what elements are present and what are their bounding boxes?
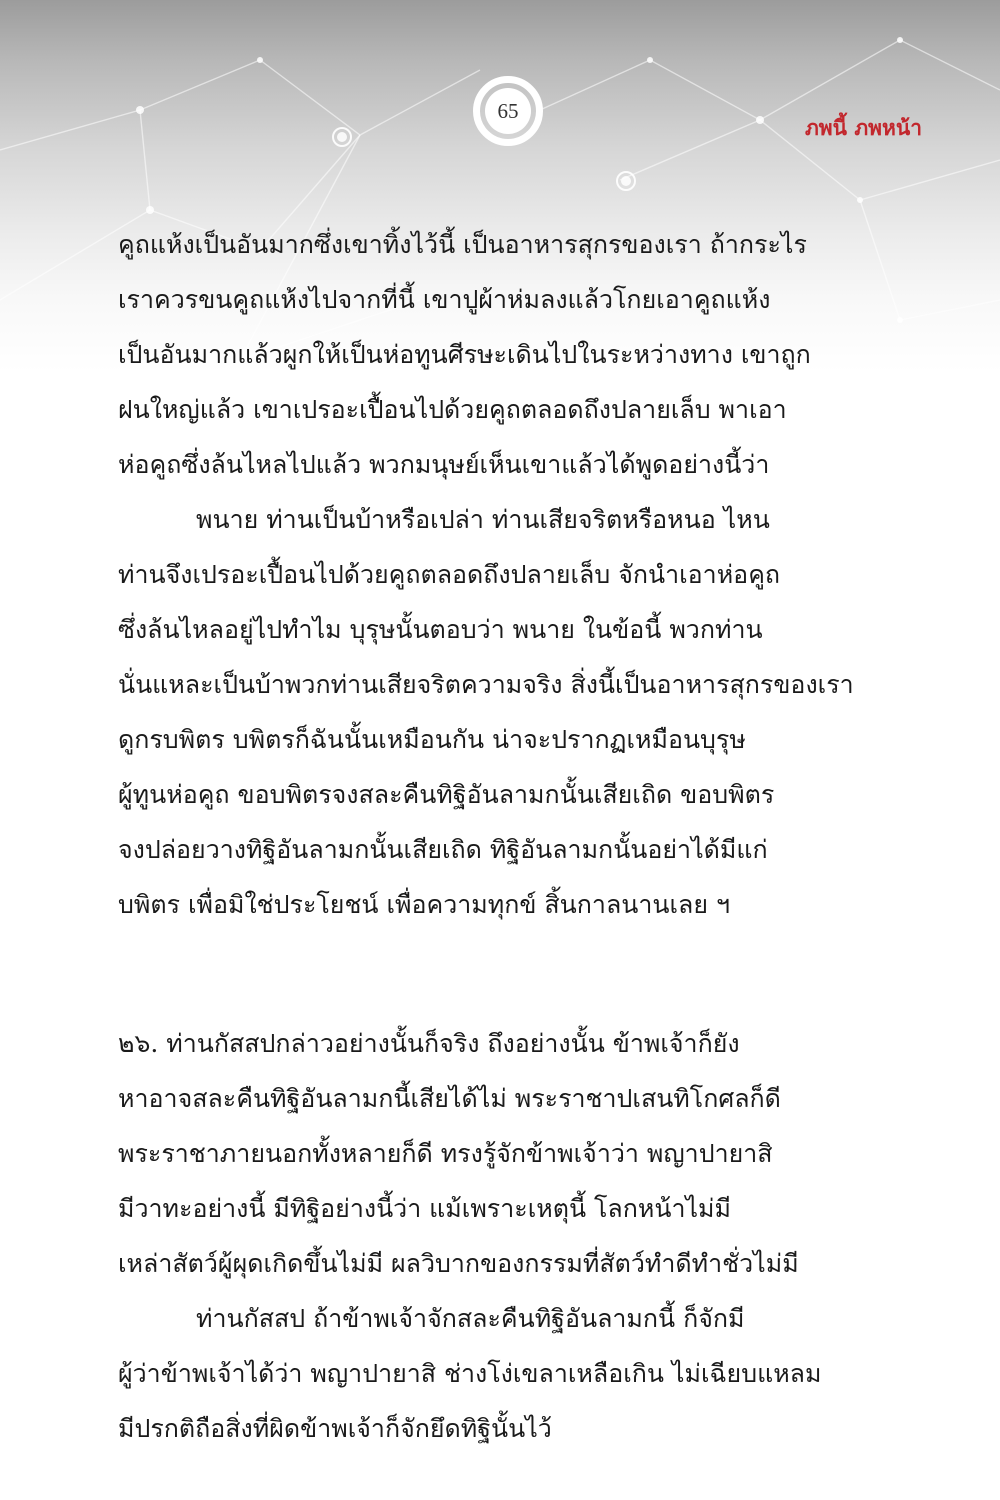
text-line: เราควรขนคูถแห้งไปจากที่นี้ เขาปูผ้าห่มลงแล้วโกยเอาคูถแห้ง — [118, 285, 771, 314]
running-title: ภพนี้ ภพหน้า — [804, 115, 922, 140]
text-line: ซึ่งล้นไหลอยู่ไปทำไม บุรุษนั้นตอบว่า พนาย ในข้อนี้ พวกท่าน — [118, 615, 763, 644]
text-line: เหล่าสัตว์ผู้ผุดเกิดขึ้นไม่มี ผลวิบากของกรรมที่สัตว์ทำดีทำชั่วไม่มี — [118, 1249, 799, 1278]
text-line: ห่อคูถซึ่งล้นไหลไปแล้ว พวกมนุษย์เห็นเขาแล้วได้พูดอย่างนี้ว่า — [118, 450, 770, 479]
text-line: นั่นแหละเป็นบ้าพวกท่านเสียจริตความจริง สิ่งนี้เป็นอาหารสุกรของเรา — [118, 670, 854, 699]
text-line: ดูกรบพิตร บพิตรก็ฉันนั้นเหมือนกัน น่าจะปรากฏเหมือนบุรุษ — [118, 725, 746, 754]
text-line: พระราชาภายนอกทั้งหลายก็ดี ทรงรู้จักข้าพเจ้าว่า พญาปายาสิ — [118, 1139, 773, 1168]
text-line: มีวาทะอย่างนี้ มีทิฐิอย่างนี้ว่า แม้เพราะเหตุนี้ โลกหน้าไม่มี — [118, 1194, 732, 1223]
text-line: จงปล่อยวางทิฐิอันลามกนั้นเสียเถิด ทิฐิอันลามกนั้นอย่าได้มีแก่ — [118, 835, 768, 864]
paragraph-gap — [118, 932, 918, 1016]
text-line: เป็นอันมากแล้วผูกให้เป็นห่อทูนศีรษะเดินไปในระหว่างทาง เขาถูก — [118, 340, 811, 369]
text-line: หาอาจสละคืนทิฐิอันลามกนี้เสียได้ไม่ พระราชาปเสนทิโกศลก็ดี — [118, 1084, 781, 1113]
text-line: พนาย ท่านเป็นบ้าหรือเปล่า ท่านเสียจริตหรือหนอ ไหน — [196, 505, 770, 534]
text-line: บพิตร เพื่อมิใช่ประโยชน์ เพื่อความทุกข์ สิ้นกาลนานเลย ฯ — [118, 890, 730, 919]
text-line: ท่านกัสสป ถ้าข้าพเจ้าจักสละคืนทิฐิอันลามกนี้ ก็จักมี — [196, 1304, 745, 1333]
text-line: คูถแห้งเป็นอันมากซึ่งเขาทิ้งไว้นี้ เป็นอาหารสุกรของเรา ถ้ากระไร — [118, 230, 807, 259]
page-number-badge — [473, 76, 543, 146]
page-number: 65 — [485, 88, 531, 134]
text-line: ท่านจึงเปรอะเปื้อนไปด้วยคูถตลอดถึงปลายเล็บ จักนำเอาห่อคูถ — [118, 560, 781, 589]
text-line: ผู้ว่าข้าพเจ้าได้ว่า พญาปายาสิ ช่างโง่เขลาเหลือเกิน ไม่เฉียบแหลม — [118, 1359, 822, 1388]
text-line: ฝนใหญ่แล้ว เขาเปรอะเปื้อนไปด้วยคูถตลอดถึงปลายเล็บ พาเอา — [118, 395, 787, 424]
text-line: มีปรกติถือสิ่งที่ผิดข้าพเจ้าก็จักยึดทิฐินั้นไว้ — [118, 1414, 552, 1443]
text-line: ๒๖. ท่านกัสสปกล่าวอย่างนั้นก็จริง ถึงอย่างนั้น ข้าพเจ้าก็ยัง — [118, 1029, 740, 1058]
body-text — [118, 217, 918, 1456]
text-line: ผู้ทูนห่อคูถ ขอบพิตรจงสละคืนทิฐิอันลามกนั้นเสียเถิด ขอบพิตร — [118, 780, 775, 809]
